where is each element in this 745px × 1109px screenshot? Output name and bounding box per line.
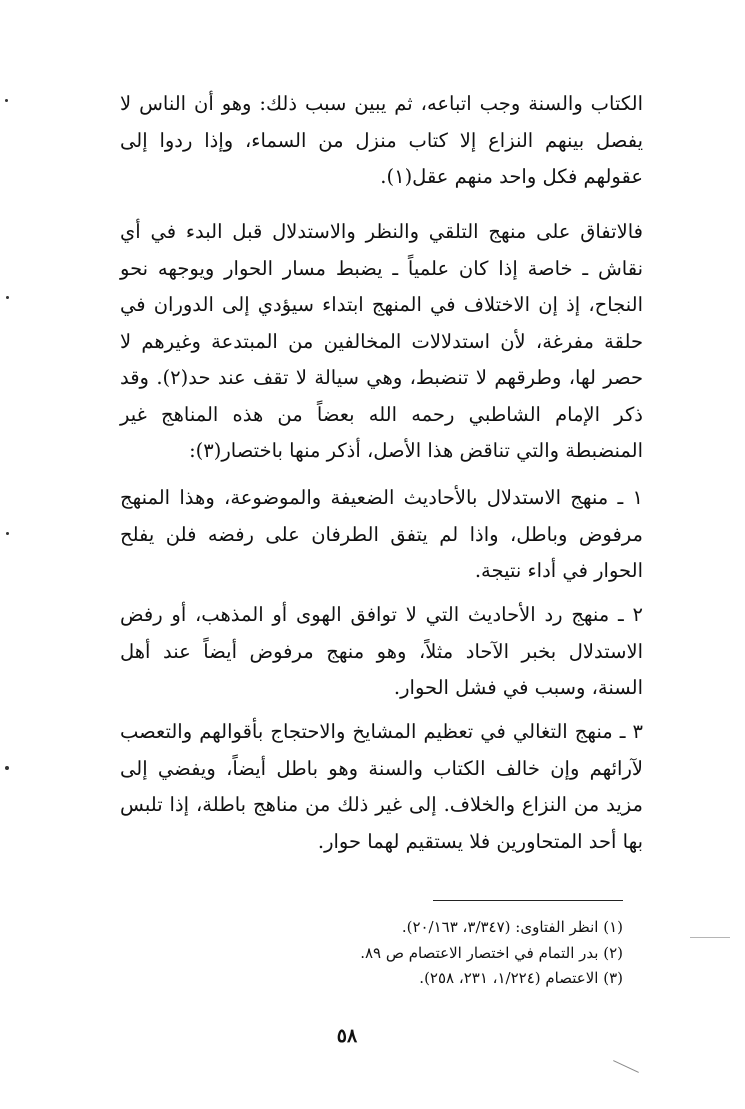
page-number: ٥٨: [336, 1025, 358, 1047]
margin-dot: [6, 296, 9, 299]
paragraph-4: ٢ ـ منهج رد الأحاديث التي لا توافق الهوى أو المذهب، أو رفض الاستدلال بخبر الآحاد مثلاً، وهو منهج مرفوض أيضاً عند أهل السنة، وسبب في فشل الحوار.: [120, 603, 643, 699]
margin-dot: [5, 99, 8, 102]
paragraph-1: الكتاب والسنة وجب اتباعه، ثم يبين سبب ذلك: وهو أن الناس لا يفصل بينهم النزاع إلا كتاب منزل من السماء، وإذا ردوا إلى عقولهم فكل واحد منهم عقل(١).: [120, 92, 643, 188]
footnote-2: (٢) بدر التمام في اختصار الاعتصام ص ٨٩.: [360, 943, 623, 962]
paragraph-5: ٣ ـ منهج التغالي في تعظيم المشايخ والاحتجاج بأقوالهم والتعصب لآرائهم وإن خالف الكتاب والسنة وهو باطل أيضاً، ويفضي إلى مزيد من النزاع والخلاف. إلى غير ذلك من مناهج باطلة، إذا تلبس بها أحد المتحاورين فلا يستقيم لهما حوار.: [120, 720, 643, 853]
footnotes: [300, 915, 623, 992]
footnote-1: (١) انظر الفتاوى: (٣/٣٤٧، ٢٠/١٦٣).: [401, 918, 623, 936]
scan-speck: [613, 1060, 639, 1073]
paragraph-3: ١ ـ منهج الاستدلال بالأحاديث الضعيفة والموضوعة، وهذا المنهج مرفوض وباطل، واذا لم يتفق الطرفان على رفضه فلن يفلح الحوار في أداء نتيجة.: [120, 486, 643, 582]
footnote-3: (٣) الاعتصام (١/٢٢٤، ٢٣١، ٢٥٨).: [419, 969, 623, 987]
footnote-divider: [433, 900, 623, 901]
paragraph-2: فالاتفاق على منهج التلقي والنظر والاستدلال قبل البدء في أي نقاش ـ خاصة إذا كان علمياً ـ يضبط مسار الحوار ويوجهه نحو النجاح، إذ إن الاختلاف في المنهج ابتداء سيؤدي إلى الدوران في حلقة مفرغة، لأن استدلالات المخالفين من المبتدعة وغيرهم لا حصر لها، وطرقهم لا تنضبط، وهي سيالة لا تقف عند حد(٢). وقد ذكر الإمام الشاطبي رحمه الله بعضاً من هذه المناهج غير المنضبطة والتي تناقض هذا الأصل، أذكر منها باختصار(٣):: [120, 220, 643, 462]
margin-dot: [5, 766, 9, 770]
margin-dot: [6, 532, 9, 535]
scan-speck: [690, 937, 730, 938]
